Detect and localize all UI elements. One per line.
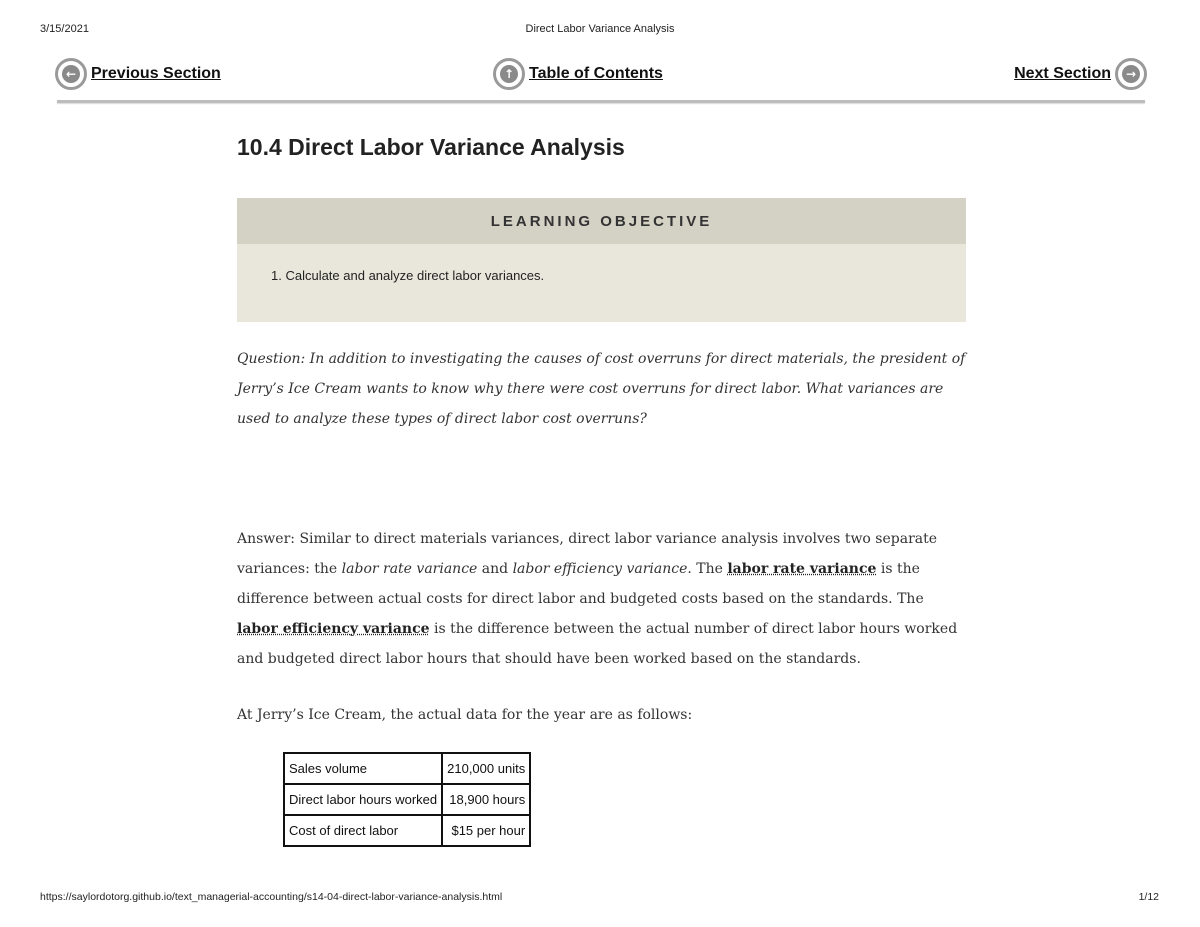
table-row (284, 784, 530, 815)
arrow-right-circle-icon[interactable]: → (1115, 58, 1147, 90)
answer-text: and (477, 561, 513, 577)
learning-objective-list (237, 244, 966, 283)
section-navigation (55, 58, 1147, 98)
glossary-term-labor-rate-variance[interactable]: labor rate variance (727, 561, 877, 577)
table-cell-value: $15 per hour (442, 815, 530, 846)
answer-text: is the difference between the actual number of direct labor hours worked and budgeted direct labor hours that should have been worked based on the standards. (237, 621, 958, 667)
question-paragraph: Question: In addition to investigating the causes of cost overruns for direct materials, the president of Jerry’s Ice Cream wants to know why there were cost overruns for direct labor. What variances are used to analyze these types of direct labor cost overruns? (237, 351, 966, 427)
answer-italic-term: labor rate variance (341, 561, 478, 577)
next-section-label[interactable]: Next Section (1014, 65, 1111, 82)
actual-data-intro: At Jerry’s Ice Cream, the actual data for the year are as follows: (237, 707, 693, 723)
actual-data-table (283, 752, 531, 847)
table-cell-value: 210,000 units (442, 753, 530, 784)
table-cell-label: Cost of direct labor (284, 815, 442, 846)
main-content (237, 130, 967, 838)
learning-objective-item: 1. Calculate and analyze direct labor variances. (271, 268, 545, 283)
glossary-term-labor-efficiency-variance[interactable]: labor efficiency variance (237, 621, 430, 637)
answer-text: is the difference between actual costs for direct labor and budgeted costs based on the standards. The (237, 561, 924, 607)
table-of-contents-link[interactable] (493, 58, 663, 90)
arrow-up-circle-icon[interactable]: ↑ (493, 58, 525, 90)
previous-section-link[interactable] (55, 58, 221, 90)
page-title: 10.4 Direct Labor Variance Analysis (237, 134, 625, 160)
print-date: 3/15/2021 (40, 23, 89, 35)
table-cell-value: 18,900 hours (442, 784, 530, 815)
table-row (284, 753, 530, 784)
learning-objective-box (237, 198, 966, 322)
print-url: https://saylordotorg.github.io/text_managerial-accounting/s14-04-direct-labor-variance-analysis.html (40, 891, 503, 903)
table-cell-label: Sales volume (284, 753, 442, 784)
answer-text: Answer: Similar to direct materials variances, direct labor variance analysis involves two separate variances: the (237, 531, 938, 577)
learning-objective-header: LEARNING OBJECTIVE (237, 198, 966, 244)
previous-section-label[interactable]: Previous Section (91, 65, 221, 82)
table-row (284, 815, 530, 846)
table-of-contents-label[interactable]: Table of Contents (529, 65, 663, 82)
answer-paragraph (237, 524, 966, 674)
next-section-link[interactable] (1014, 58, 1147, 90)
print-title: Direct Labor Variance Analysis (525, 23, 675, 35)
arrow-left-circle-icon[interactable]: ← (55, 58, 87, 90)
answer-italic-term: labor efficiency variance (512, 561, 688, 577)
table-cell-label: Direct labor hours worked (284, 784, 442, 815)
nav-divider (57, 100, 1145, 103)
print-page-number: 1/12 (1138, 891, 1159, 903)
answer-text: . The (687, 561, 728, 577)
